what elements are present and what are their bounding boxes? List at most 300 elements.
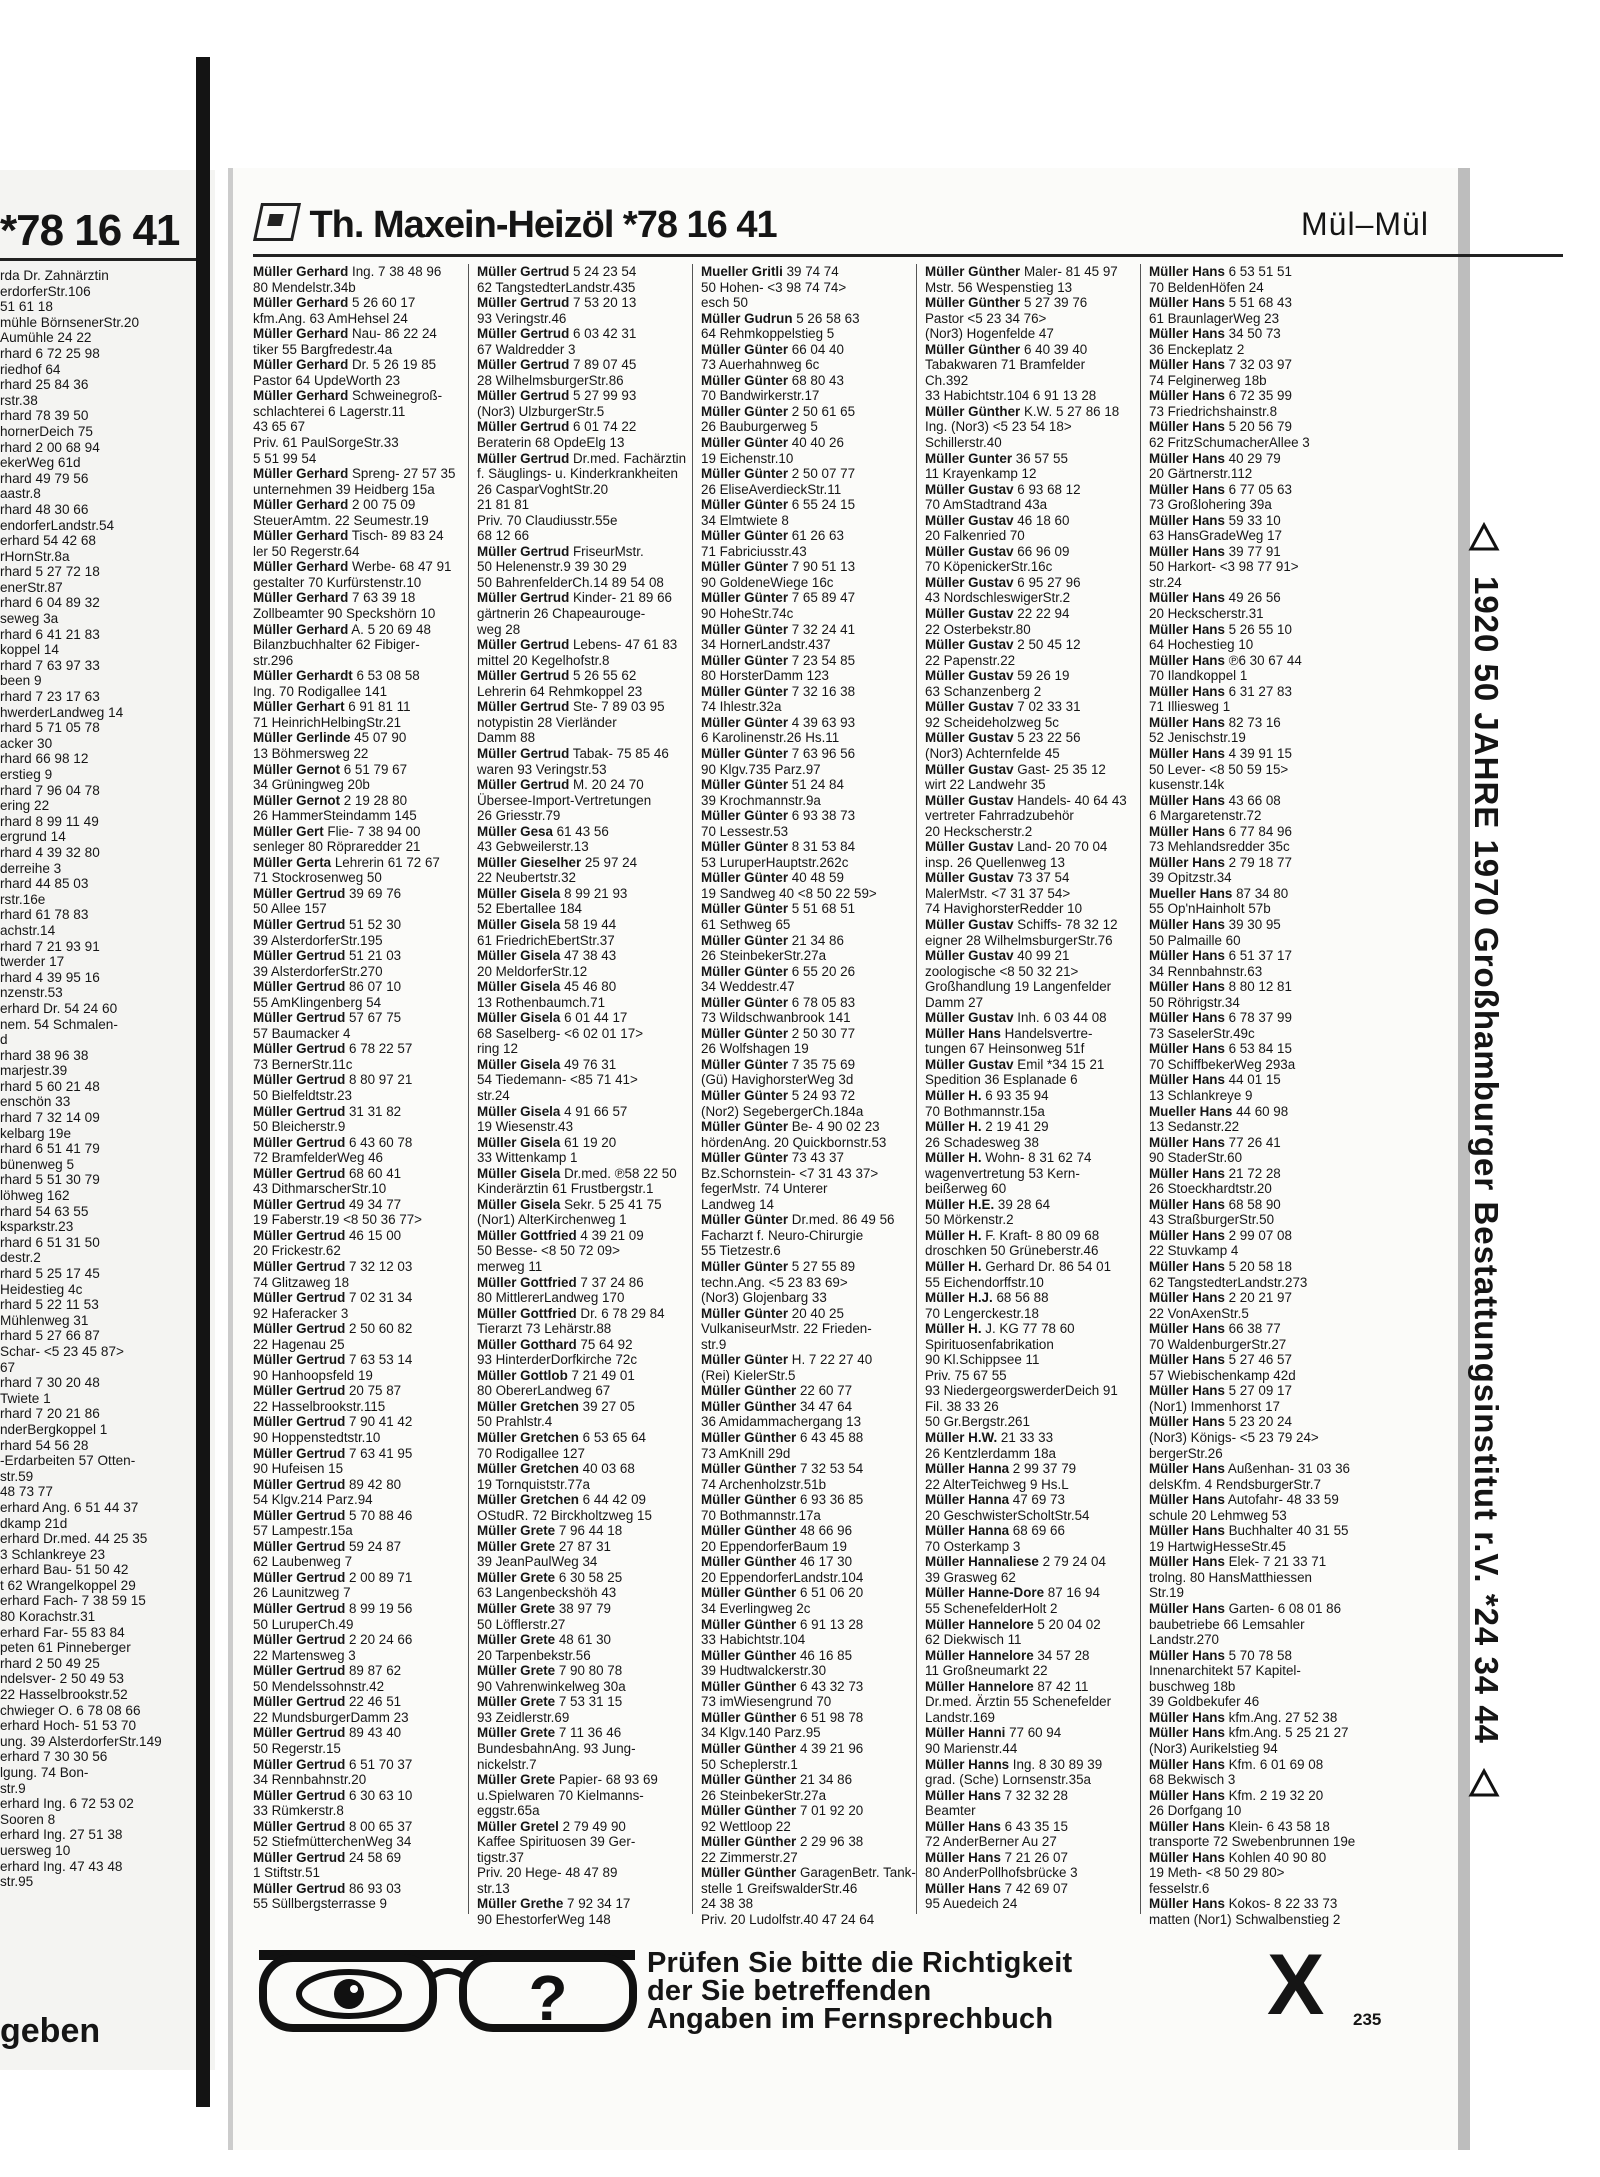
listing-line: zoologische <8 50 32 21>: [925, 963, 1079, 979]
listing-line: rhard 38 96 38: [0, 1047, 89, 1063]
listing-line: Müller Gertrud 8 00 65 37: [253, 1818, 413, 1834]
listing-line: Müller Günther 5 27 39 76: [925, 295, 1088, 311]
listing-line: Spirituosenfabrikation: [925, 1336, 1054, 1352]
listing-line: Müller Gisela 45 46 80: [477, 979, 617, 995]
listing-line: Müller Grete 48 61 30: [477, 1632, 611, 1648]
listing-line: Tabakwaren 71 Bramfelder: [925, 357, 1086, 373]
listing-line: Müller Hans 5 27 46 57: [1149, 1352, 1292, 1368]
listing-line: Müller Günter H. 7 22 27 40: [701, 1352, 873, 1368]
listing-line: 39 Goldbekufer 46: [1149, 1694, 1260, 1710]
listing-line: Müller H. Wohn- 8 31 62 74: [925, 1150, 1092, 1166]
listing-line: t 62 Wrangelkoppel 29: [0, 1577, 136, 1593]
listing-line: Müller Gerhard Werbe- 68 47 91: [253, 559, 452, 575]
listing-line: rhard 5 25 17 45: [0, 1266, 100, 1281]
listing-line: 62 TangstedterLandstr.273: [1149, 1274, 1308, 1290]
listing-line: rhard 78 39 50: [0, 408, 89, 424]
listing-line: str.24: [1149, 574, 1182, 590]
listing-line: kfm.Ang. 63 AmHehsel 24: [253, 310, 408, 326]
listing-line: Müller Gerhard Schweinegroß-: [253, 388, 443, 404]
listing-line: 21 81 81: [477, 497, 530, 513]
listing-line: Müller Hannelore 87 42 11: [925, 1678, 1089, 1694]
previous-page-header-rule: [0, 258, 205, 261]
listing-line: merweg 11: [477, 1259, 543, 1274]
listing-line: Ing. 70 Rodigallee 141: [253, 683, 388, 699]
listing-line: 92 Wettloop 22: [701, 1818, 791, 1834]
listing-line: 33 Rümkerstr.8: [253, 1803, 344, 1819]
advert-x-mark: X: [1267, 1937, 1325, 2033]
listing-line: 43 StraßburgerStr.50: [1149, 1212, 1275, 1228]
listing-line: Müller Günter 2 50 07 77: [701, 466, 856, 482]
listing-line: 20 Falkenried 70: [925, 528, 1025, 544]
listing-line: Müller Günther 46 17 30: [701, 1554, 853, 1570]
listing-line: 50 Scheplerstr.1: [701, 1756, 798, 1772]
listing-line: Müller Günter 66 04 40: [701, 341, 844, 357]
listing-line: Müller Gustav 40 99 21: [925, 948, 1070, 964]
listing-line: Müller Günther 22 60 77: [701, 1383, 853, 1399]
listing-line: Müller Hans 5 51 68 43: [1149, 295, 1292, 311]
listing-line: rhard 5 71 05 78: [0, 720, 100, 736]
listing-line: 72 BramfelderWeg 46: [253, 1150, 384, 1166]
listing-line: Müller Gerhart 6 91 81 11: [253, 699, 411, 715]
listing-line: Müller Hans 7 32 32 28: [925, 1787, 1068, 1803]
listing-line: 70 Bandwirkerstr.17: [701, 388, 820, 404]
listing-line: 70 Bothmannstr.15a: [925, 1103, 1045, 1119]
listing-line: BundesbahnAng. 93 Jung-: [477, 1740, 636, 1756]
listing-line: schlachterei 6 Lagerstr.11: [253, 403, 406, 419]
listing-line: 19 Tornquiststr.77a: [477, 1476, 590, 1492]
previous-page-header: *78 16 41: [0, 206, 180, 255]
listing-line: 80 HorsterDamm 123: [701, 668, 830, 684]
listing-line: rhard 6 72 25 98: [0, 345, 100, 361]
listing-line: 71 Fabriciusstr.43: [701, 543, 807, 559]
listing-line: 6 Karolinenstr.26 Hs.11: [701, 730, 840, 746]
listing-line: Müller Hans Außenhan- 31 03 36: [1149, 1461, 1350, 1477]
listing-line: 71 Stockrosenweg 50: [253, 870, 382, 886]
listing-line: erhard Fach- 7 38 59 15: [0, 1593, 146, 1609]
listing-line: 62 Diekwisch 11: [925, 1632, 1022, 1648]
listing-line: Müller Hans 5 27 09 17: [1149, 1383, 1292, 1399]
listing-line: Müller Gertrud 89 43 40: [253, 1725, 402, 1741]
listing-line: rstr.16e: [0, 891, 46, 907]
listing-line: 93 HinterderDorfkirche 72c: [477, 1352, 638, 1368]
listing-line: 54 Klgv.214 Parz.94: [253, 1492, 373, 1508]
listing-line: kusenstr.14k: [1149, 777, 1225, 793]
listing-line: Müller Günter 7 65 89 47: [701, 590, 856, 606]
listing-line: 20 Heckscherstr.2: [925, 823, 1033, 839]
listing-line: Müller Gertrud Lebens- 47 61 83: [477, 637, 678, 653]
listing-line: Müller Gustav Land- 20 70 04: [925, 839, 1108, 855]
listing-line: 11 Krayenkamp 12: [925, 466, 1037, 482]
listing-line: 61 Sethweg 65: [701, 916, 791, 932]
listing-line: Spedition 36 Esplanade 6: [925, 1072, 1078, 1088]
listing-line: Müller Hans 2 99 07 08: [1149, 1227, 1292, 1243]
column-divider: [692, 264, 693, 1914]
listing-line: Müller Gertrud 8 99 19 56: [253, 1601, 413, 1617]
listing-line: 55 SchenefelderHolt 2: [925, 1601, 1058, 1617]
listing-line: (Nor3) Glojenbarg 33: [701, 1290, 827, 1306]
listing-line: 20 GeschwisterScholtStr.54: [925, 1507, 1090, 1523]
listing-line: 90 EhestorferWeg 148: [477, 1911, 611, 1927]
listing-line: derreihe 3: [0, 860, 62, 876]
listing-line: 57 Lampestr.15a: [253, 1523, 353, 1539]
listing-line: Müller Gerhard Spreng- 27 57 35: [253, 466, 456, 482]
listing-line: been 9: [0, 673, 42, 689]
listing-line: Müller Gustav 6 93 68 12: [925, 481, 1081, 497]
listing-line: 26 Schadesweg 38: [925, 1134, 1039, 1150]
listing-line: 20 Frickestr.62: [253, 1243, 341, 1259]
listing-line: Müller Grete 7 96 44 18: [477, 1523, 623, 1539]
listing-line: erhard Ing. 47 43 48: [0, 1858, 123, 1874]
listing-line: 19 Eichenstr.10: [701, 450, 794, 466]
listing-line: Müller Hans 5 26 55 10: [1149, 621, 1292, 637]
listing-line: 20 EppendorferBaum 19: [701, 1538, 847, 1554]
listing-line: Mueller Hans 87 34 80: [1149, 885, 1289, 901]
listing-line: 70 Bothmannstr.17a: [701, 1507, 821, 1523]
listing-line: Müller Gertrud 68 60 41: [253, 1165, 402, 1181]
listing-line: Müller Gertrud 57 67 75: [253, 1010, 402, 1026]
listing-line: 43 DithmarscherStr.10: [253, 1181, 387, 1197]
banner-text: 1920 50 JAHRE 1970 Großhamburger Bestattungsinstitut r.V. *24 34 44: [1468, 575, 1505, 1745]
listing-line: rhard 8 99 11 49: [0, 813, 99, 829]
listing-line: 26 Bauburgerweg 5: [701, 419, 818, 435]
listing-line: Zollbeamter 90 Speckshörn 10: [253, 606, 436, 622]
listing-line: Müller Gustav 73 37 54: [925, 870, 1070, 886]
listing-line: 50 Allee 157: [253, 901, 327, 917]
listing-line: Müller Hanna 2 99 37 79: [925, 1461, 1077, 1477]
listing-line: Müller Gertrud 6 30 63 10: [253, 1787, 413, 1803]
listing-line: 62 FritzSchumacherAllee 3: [1149, 435, 1310, 451]
institute-logo-icon: [1469, 1769, 1499, 1797]
listing-line: Müller Gerhard Ing. 7 38 48 96: [253, 264, 442, 279]
listing-line: rhard 6 04 89 32: [0, 595, 100, 611]
listing-line: Müller Hans Klein- 6 43 58 18: [1149, 1818, 1330, 1834]
listing-line: 90 Hoppenstedtstr.10: [253, 1430, 381, 1446]
listing-line: MalerMstr. <7 31 37 54>: [925, 885, 1071, 901]
listing-line: Müller Günter 61 26 63: [701, 528, 844, 544]
listing-line: 57 Wiebischenkamp 42d: [1149, 1367, 1296, 1383]
listing-line: Lehrerin 64 Rehmkoppel 23: [477, 683, 643, 699]
listing-line: str.9: [701, 1336, 727, 1352]
listing-line: 39 AlsterdorferStr.270: [253, 963, 383, 979]
listing-line: 57 Baumacker 4: [253, 1025, 351, 1041]
svg-text:?: ?: [528, 1962, 568, 2034]
listing-line: marjestr.39: [0, 1063, 68, 1079]
listing-line: Müller Hanni 77 60 94: [925, 1725, 1062, 1741]
listing-line: 55 Eichendorffstr.10: [925, 1274, 1044, 1290]
advert-line-1: Prüfen Sie bitte die Richtigkeit: [647, 1947, 1073, 1979]
listing-column-1: [253, 264, 461, 1914]
listing-line: Mueller Hans 44 60 98: [1149, 1103, 1289, 1119]
listing-line: Müller Günther 4 39 21 96: [701, 1740, 864, 1756]
listing-line: Müller Gustav 2 50 45 12: [925, 637, 1081, 653]
listing-line: Müller Gertrud 46 15 00: [253, 1227, 402, 1243]
listing-line: Müller Günther 48 66 96: [701, 1523, 853, 1539]
listing-line: 26 SteinbekerStr.27a: [701, 1787, 827, 1803]
listing-line: 11 Großneumarkt 22: [925, 1663, 1048, 1679]
listing-line: 43 NordschleswigerStr.2: [925, 590, 1071, 606]
listing-line: Müller Gustav 22 22 94: [925, 606, 1070, 622]
listing-line: Müller Gertrud 86 93 03: [253, 1880, 402, 1896]
institute-logo-icon: [1469, 523, 1499, 551]
listing-line: 50 Bleicherstr.9: [253, 1119, 346, 1135]
listing-line: notypistin 28 Vierländer: [477, 714, 617, 730]
listing-line: rhard 6 51 31 50: [0, 1234, 100, 1250]
listing-line: 70 Osterkamp 3: [925, 1538, 1021, 1554]
listing-line: rhard 7 23 17 63: [0, 689, 100, 705]
listing-line: erdorferStr.106: [0, 283, 91, 299]
listing-line: 5 51 99 54: [253, 450, 317, 466]
listing-line: Str.19: [1149, 1585, 1184, 1601]
listing-line: Müller Gertrud 89 87 62: [253, 1663, 402, 1679]
listing-line: Müller Gretchen 6 44 42 09: [477, 1492, 646, 1508]
listing-line: Müller Günther 6 51 98 78: [701, 1709, 864, 1725]
listing-line: rhard 5 22 11 53: [0, 1297, 99, 1313]
listing-line: Mühlenweg 31: [0, 1312, 89, 1328]
listing-line: 90 GoldeneWiege 16c: [701, 574, 834, 590]
listing-line: Müller Hans 66 38 77: [1149, 1321, 1281, 1337]
listing-line: schule 20 Lehmweg 53: [1149, 1507, 1287, 1523]
listing-line: matten (Nor1) Schwalbenstieg 2: [1149, 1911, 1341, 1927]
advert-line-2: der Sie betreffenden: [647, 1975, 932, 2007]
listing-line: Müller Hannelore 34 57 28: [925, 1647, 1090, 1663]
listing-line: 22 Martensweg 3: [253, 1647, 356, 1663]
listing-line: 50 Palmaille 60: [1149, 932, 1241, 948]
listing-line: Müller Gustav 66 96 09: [925, 543, 1070, 559]
listing-line: Müller Günther 6 43 32 73: [701, 1678, 864, 1694]
listing-line: 73 Großlohering 39a: [1149, 497, 1272, 513]
listing-line: Müller Gisela 6 01 44 17: [477, 1010, 628, 1026]
listing-line: Müller Gertrud 2 00 89 71: [253, 1569, 413, 1585]
listing-line: Müller Gertrud 22 46 51: [253, 1694, 402, 1710]
listing-line: fegerMstr. 74 Unterer: [701, 1181, 828, 1197]
listing-line: Beraterin 68 OpdeElg 13: [477, 435, 625, 451]
listing-line: Müller Gertrud 7 02 31 34: [253, 1290, 413, 1306]
listing-line: ekerWeg 61d: [0, 455, 81, 471]
listing-line: Müller Gertrud Tabak- 75 85 46: [477, 745, 669, 761]
listing-line: Müller Hanns Ing. 8 30 89 39: [925, 1756, 1103, 1772]
listing-line: delsKfm. 4 RendsburgerStr.7: [1149, 1476, 1321, 1492]
listing-line: 53 LuruperHauptstr.262c: [701, 854, 849, 870]
listing-line: Müller H. Gerhard Dr. 86 54 01: [925, 1259, 1112, 1274]
listing-line: Müller Hans 5 70 78 58: [1149, 1647, 1292, 1663]
listing-line: baubetriebe 66 Lemsahler: [1149, 1616, 1305, 1632]
listing-column-4: [925, 264, 1133, 1914]
listing-line: wirt 22 Landwehr 35: [925, 777, 1046, 793]
listing-line: nickelstr.7: [477, 1756, 537, 1772]
listing-line: Müller Hans 34 50 73: [1149, 326, 1281, 342]
listing-line: Priv. 75 67 55: [925, 1367, 1007, 1383]
listing-line: Müller Günter 6 78 05 83: [701, 994, 856, 1010]
listing-line: Müller Gisela Sekr. 5 25 41 75: [477, 1196, 662, 1212]
listing-line: 22 Hasselbrookstr.115: [253, 1398, 386, 1414]
listing-line: Müller Gretchen 40 03 68: [477, 1461, 635, 1477]
listing-line: Pastor 64 UpdeWorth 23: [253, 372, 401, 388]
listing-line: Müller Hans Elek- 7 21 33 71: [1149, 1554, 1327, 1570]
listing-line: rhard 7 20 21 86: [0, 1406, 100, 1422]
listing-line: str.9: [0, 1780, 26, 1796]
listing-line: 80 Korachstr.31: [0, 1609, 96, 1625]
listing-line: 67: [0, 1359, 16, 1375]
listing-line: Müller Hans 6 53 51 51: [1149, 264, 1292, 279]
previous-page-listing: [0, 268, 205, 2013]
listing-line: (Nor3) Achternfelde 45: [925, 745, 1060, 761]
listing-line: nem. 54 Schmalen-: [0, 1016, 118, 1032]
listing-line: Müller Günther 2 29 96 38: [701, 1834, 864, 1850]
listing-line: Schillerstr.40: [925, 435, 1002, 451]
listing-line: 70 Rodigallee 127: [477, 1445, 585, 1461]
listing-line: Müller Hans 6 77 05 63: [1149, 481, 1292, 497]
listing-line: 50 Helenenstr.9 39 30 29: [477, 559, 627, 575]
listing-line: Müller Günter 51 24 84: [701, 777, 844, 793]
listing-line: 70 Lessestr.53: [701, 823, 789, 839]
listing-column-2: [477, 264, 687, 1927]
listing-line: 50 Besse- <8 50 72 09>: [477, 1243, 620, 1259]
listing-line: Müller Günther 7 01 92 20: [701, 1803, 864, 1819]
listing-line: Müller Günter 21 34 86: [701, 932, 844, 948]
listing-line: Innenarchitekt 57 Kapitel-: [1149, 1663, 1301, 1679]
listing-column-5: [1149, 264, 1357, 1927]
listing-line: 73 Auerhahnweg 6c: [701, 357, 820, 373]
listing-line: Müller Gustav 5 23 22 56: [925, 730, 1081, 746]
listing-line: Müller Hans 7 32 03 97: [1149, 357, 1292, 373]
listing-line: Müller Hans 82 73 16: [1149, 714, 1281, 730]
listing-line: 20 MeldorferStr.12: [477, 963, 588, 979]
listing-line: Müller Gottfried Dr. 6 78 29 84: [477, 1305, 665, 1321]
listing-line: gestalter 70 Kurfürstenstr.10: [253, 574, 422, 590]
listing-line: insp. 26 Quellenweg 13: [925, 854, 1065, 870]
listing-line: rhard 5 60 21 48: [0, 1078, 100, 1094]
listing-line: str.296: [253, 652, 294, 668]
listing-line: rhard 2 00 68 94: [0, 439, 100, 455]
eyeglasses-icon: [257, 1946, 637, 2032]
listing-line: Müller Grete 7 90 80 78: [477, 1663, 623, 1679]
listing-line: kelbarg 19e: [0, 1125, 72, 1141]
listing-line: erhard Dr.med. 44 25 35: [0, 1531, 148, 1547]
listing-line: Müller Gertrud Ste- 7 89 03 95: [477, 699, 665, 715]
listing-line: 34 Everlingweg 2c: [701, 1601, 811, 1617]
listing-line: Müller Hans kfm.Ang. 5 25 21 27: [1149, 1725, 1349, 1741]
listing-line: 26 HammerSteindamm 145: [253, 808, 417, 824]
listing-line: ring 12: [477, 1041, 518, 1057]
listing-line: transporte 72 Swebenbrunnen 19e: [1149, 1834, 1356, 1850]
listing-line: Müller Günter 4 39 63 93: [701, 714, 856, 730]
listing-line: Müller Grete Papier- 68 93 69: [477, 1772, 658, 1788]
listing-line: Müller Hanne-Dore 87 16 94: [925, 1585, 1100, 1601]
listing-line: Müller Gertrud Dr.med. Fachärztin: [477, 450, 687, 466]
page-number: 235: [1353, 2010, 1382, 2029]
listing-line: hwerderLandweg 14: [0, 704, 124, 720]
listing-line: erhard Hoch- 51 53 70: [0, 1718, 137, 1734]
listing-line: Müller Hans 5 20 58 18: [1149, 1259, 1292, 1274]
listing-line: Müller Gisela 58 19 44: [477, 916, 617, 932]
listing-line: rhard 5 27 72 18: [0, 564, 100, 580]
listing-line: Müller Günther 7 32 53 54: [701, 1461, 864, 1477]
listing-line: Müller Gertrud 7 63 41 95: [253, 1445, 413, 1461]
listing-line: 71 Illiesweg 1: [1149, 699, 1231, 715]
listing-line: Müller Günther 6 51 06 20: [701, 1585, 864, 1601]
listing-line: 50 LuruperCh.49: [253, 1616, 354, 1632]
listing-line: 1 Stiftstr.51: [253, 1865, 320, 1881]
listing-line: rhard 49 79 56: [0, 470, 89, 486]
page-header-advert: Th. Maxein-Heizöl *78 16 41: [309, 204, 777, 246]
listing-line: Müller Hans 21 72 28: [1149, 1165, 1281, 1181]
listing-line: Müller Gerhardt 6 53 08 58: [253, 668, 420, 684]
listing-line: Müller Gisela 8 99 21 93: [477, 885, 628, 901]
listing-line: nderBergkoppel 1: [0, 1421, 108, 1437]
listing-line: Müller Gretel 2 79 49 90: [477, 1818, 626, 1834]
listing-line: Müller Gustav Schiffs- 78 32 12: [925, 916, 1118, 932]
listing-line: 6 Margaretenstr.72: [1149, 808, 1262, 824]
listing-line: Müller Hans Garten- 6 08 01 86: [1149, 1601, 1342, 1617]
listing-line: Müller Hans 4 39 91 15: [1149, 745, 1292, 761]
listing-line: rhard 5 51 30 79: [0, 1172, 100, 1188]
listing-line: 50 Löfflerstr.27: [477, 1616, 566, 1632]
listing-line: Ing. (Nor3) <5 23 54 18>: [925, 419, 1072, 435]
listing-line: 72 AnderBerner Au 27: [925, 1834, 1057, 1850]
listing-line: 26 Kentzlerdamm 18a: [925, 1445, 1057, 1461]
listing-line: beißerweg 60: [925, 1181, 1007, 1197]
listing-line: ksparkstr.23: [0, 1219, 74, 1235]
listing-line: 19 Meth- <8 50 29 80>: [1149, 1865, 1285, 1881]
listing-line: Müller Gottfried 7 37 24 86: [477, 1274, 644, 1290]
listing-line: Müller Günther K.W. 5 27 86 18: [925, 403, 1120, 419]
listing-line: 20 EppendorferLandstr.104: [701, 1569, 864, 1585]
listing-line: 55 AmKlingenberg 54: [253, 994, 382, 1010]
listing-line: erstieg 9: [0, 767, 53, 782]
listing-line: Müller Gertrud 7 53 20 13: [477, 295, 637, 311]
listing-line: erhard 7 30 30 56: [0, 1749, 108, 1765]
listing-line: Müller Gertrud 24 58 69: [253, 1849, 402, 1865]
listing-line: str.13: [477, 1880, 510, 1896]
listing-line: Müller Gertrud 51 21 03: [253, 948, 402, 964]
listing-line: unternehmen 39 Heidberg 15a: [253, 481, 435, 497]
listing-line: Müller Hans 49 26 56: [1149, 590, 1281, 606]
listing-line: 34 Rennbahnstr.63: [1149, 963, 1263, 979]
listing-line: 22 AlterTeichweg 9 Hs.L: [925, 1476, 1069, 1492]
listing-line: Müller H.W. 21 33 33: [925, 1430, 1054, 1446]
listing-line: Müller Gertrud 51 52 30: [253, 916, 402, 932]
listing-line: Müller Hans Kfm. 2 19 32 20: [1149, 1787, 1324, 1803]
listing-line: 19 HartwigHesseStr.45: [1149, 1538, 1286, 1554]
listing-line: Müller Gustav Inh. 6 03 44 08: [925, 1010, 1107, 1026]
listing-line: Müller Gisela 49 76 31: [477, 1056, 617, 1072]
listing-line: str.24: [477, 1087, 510, 1103]
listing-line: 52 Ebertallee 184: [477, 901, 582, 917]
listing-line: Müller Gertrud 8 80 97 21: [253, 1072, 413, 1088]
listing-line: Müller Hans 2 20 21 97: [1149, 1290, 1292, 1306]
listing-line: rhard 54 63 55: [0, 1203, 89, 1219]
listing-line: rhard 4 39 32 80: [0, 844, 100, 860]
listing-line: Müller Hans 44 01 15: [1149, 1072, 1281, 1088]
listing-line: Müller Gertrud 2 50 60 82: [253, 1321, 413, 1337]
listing-line: Müller Günther 46 16 85: [701, 1647, 853, 1663]
listing-line: Müller Hans 6 72 35 99: [1149, 388, 1292, 404]
listing-line: Müller Gertrud FriseurMstr.: [477, 543, 644, 559]
listing-line: Müller Hans 5 23 20 24: [1149, 1414, 1292, 1430]
listing-line: 33 Habichtstr.104: [701, 1632, 806, 1648]
listing-line: Müller Hans 59 33 10: [1149, 512, 1281, 528]
listing-line: rstr.38: [0, 392, 38, 408]
listing-line: 51 61 18: [0, 299, 53, 315]
listing-line: Müller Gertrud 7 32 12 03: [253, 1259, 413, 1274]
listing-line: Müller Gerhard 2 00 75 09: [253, 497, 416, 513]
listing-line: Müller H. 6 93 35 94: [925, 1087, 1049, 1103]
listing-line: 61 FriedrichEbertStr.37: [477, 932, 615, 948]
listing-line: (Nor1) AlterKirchenweg 1: [477, 1212, 627, 1228]
listing-line: Damm 27: [925, 994, 984, 1010]
listing-line: Müller Gotthard 75 64 92: [477, 1336, 633, 1352]
listing-line: Müller Gertrud 59 24 87: [253, 1538, 402, 1554]
